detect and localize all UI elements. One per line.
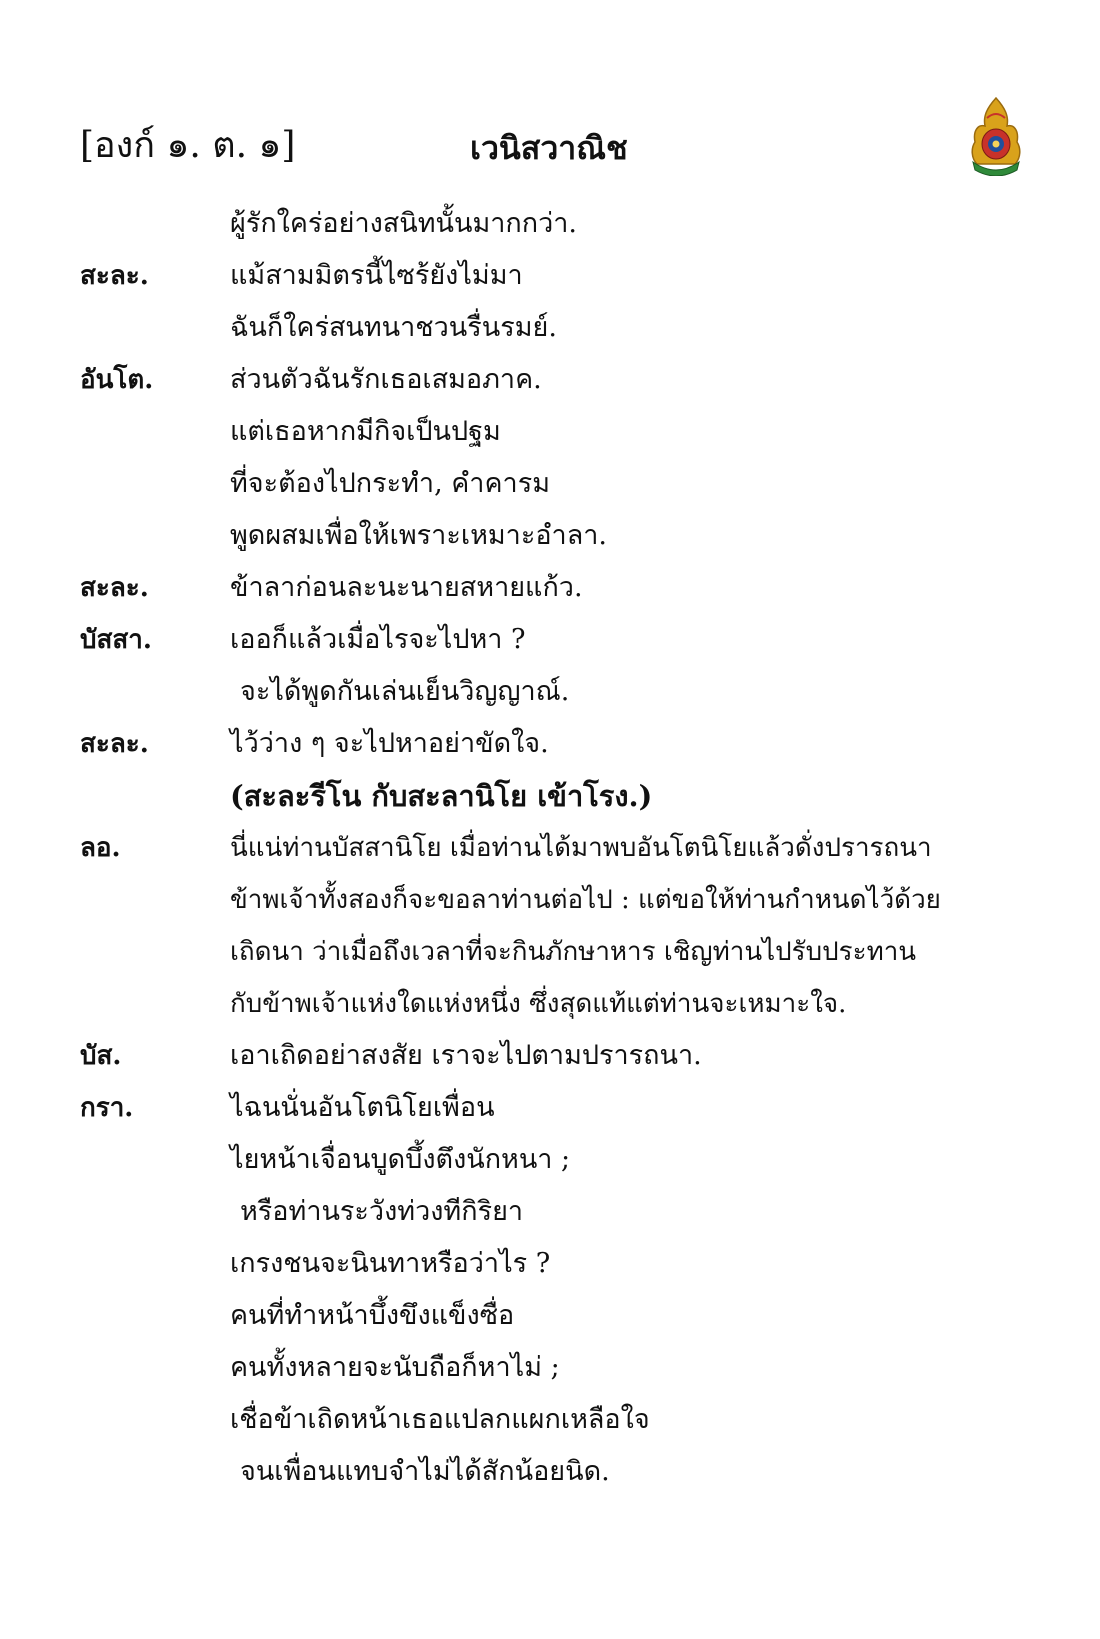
dialogue-text: เอาเถิดอย่าสงสัย เราจะไปตามปรารถนา. [230, 1040, 702, 1071]
speaker-label: สะละ. [80, 729, 149, 759]
speaker-label: สะละ. [80, 261, 149, 291]
dialogue-text: จะได้พูดกันเล่นเย็นวิญญาณ์. [240, 676, 570, 707]
dialogue-text: ไว้ว่าง ๆ จะไปหาอย่าขัดใจ. [230, 728, 549, 759]
script-body [80, 198, 1040, 1498]
speaker-label: ลอ. [80, 833, 121, 863]
dialogue-text: ข้าลาก่อนละนะนายสหายแก้ว. [230, 572, 583, 603]
script-line [80, 406, 1040, 458]
dialogue-text: จนเพื่อนแทบจำไม่ได้สักน้อยนิด. [240, 1456, 610, 1487]
script-line [80, 458, 1040, 510]
dialogue-text: เกรงชนจะนินทาหรือว่าไร ? [230, 1248, 551, 1279]
speaker-label: กรา. [80, 1093, 134, 1123]
dialogue-text: เถิดนา ว่าเมื่อถึงเวลาที่จะกินภักษาหาร เชิญท่านไปรับประทาน [230, 937, 917, 967]
script-line [80, 978, 1040, 1030]
dialogue-text: กับข้าพเจ้าแห่งใดแห่งหนึ่ง ซึ่งสุดแท้แต่ท่านจะเหมาะใจ. [230, 989, 847, 1019]
dialogue-text: คนทั้งหลายจะนับถือก็หาไม่ ; [230, 1352, 560, 1383]
dialogue-text: ข้าพเจ้าทั้งสองก็จะขอลาท่านต่อไป : แต่ขอให้ท่านกำหนดไว้ด้วย [230, 885, 941, 915]
script-line [80, 874, 1040, 926]
dialogue-text: คนที่ทำหน้าบึ้งขึงแข็งซื่อ [230, 1300, 515, 1331]
dialogue-text: เออก็แล้วเมื่อไรจะไปหา ? [230, 624, 526, 655]
script-line [80, 822, 1040, 874]
dialogue-text: ฉันก็ใคร่สนทนาชวนรื่นรมย์. [230, 312, 557, 343]
play-title: เวนิสวาณิช [470, 129, 628, 167]
script-line [80, 1342, 1040, 1394]
script-line [80, 1030, 1040, 1082]
speaker-label: บัส. [80, 1041, 122, 1071]
dialogue-text: ที่จะต้องไปกระทำ, คำคารม [230, 468, 550, 499]
dialogue-text: นี่แน่ท่านบัสสานิโย เมื่อท่านได้มาพบอันโตนิโยแล้วดั่งปรารถนา [230, 833, 932, 863]
script-line [80, 718, 1040, 770]
dialogue-text: แม้สามมิตรนี้ไซร้ยังไม่มา [230, 260, 523, 291]
script-line [80, 926, 1040, 978]
dialogue-text: ไฉนนั่นอันโตนิโยเพื่อน [230, 1092, 495, 1123]
dialogue-text: ไยหน้าเจื่อนบูดบึ้งตึงนักหนา ; [230, 1144, 571, 1175]
script-line [80, 250, 1040, 302]
ministry-emblem-icon [965, 96, 1027, 176]
dialogue-text: หรือท่านระวังท่วงทีกิริยา [240, 1196, 524, 1227]
stage-direction: (สะละรีโน กับสะลานิโย เข้าโรง.) [230, 779, 653, 813]
dialogue-text: พูดผสมเพื่อให้เพราะเหมาะอำลา. [230, 520, 607, 551]
script-line [80, 614, 1040, 666]
script-line [80, 562, 1040, 614]
speaker-label: สะละ. [80, 573, 149, 603]
script-line [80, 770, 1040, 822]
dialogue-text: เชื่อข้าเถิดหน้าเธอแปลกแผกเหลือใจ [230, 1404, 650, 1435]
page-header [80, 120, 1020, 180]
script-line [80, 1446, 1040, 1498]
speaker-label: บัสสา. [80, 625, 152, 655]
speaker-label: อันโต. [80, 365, 154, 395]
dialogue-text: ส่วนตัวฉันรักเธอเสมอภาค. [230, 364, 542, 395]
script-line [80, 1134, 1040, 1186]
dialogue-text: ผู้รักใคร่อย่างสนิทนั้นมากกว่า. [230, 208, 578, 239]
script-line [80, 1238, 1040, 1290]
dialogue-text: แต่เธอหากมีกิจเป็นปฐม [230, 416, 501, 447]
script-line [80, 1186, 1040, 1238]
script-line [80, 1290, 1040, 1342]
act-scene-reference: [องก์ ๑. ต. ๑] [80, 125, 296, 166]
script-line [80, 198, 1040, 250]
script-line [80, 510, 1040, 562]
script-line [80, 354, 1040, 406]
script-line [80, 666, 1040, 718]
script-line [80, 1082, 1040, 1134]
script-line [80, 1394, 1040, 1446]
script-line [80, 302, 1040, 354]
